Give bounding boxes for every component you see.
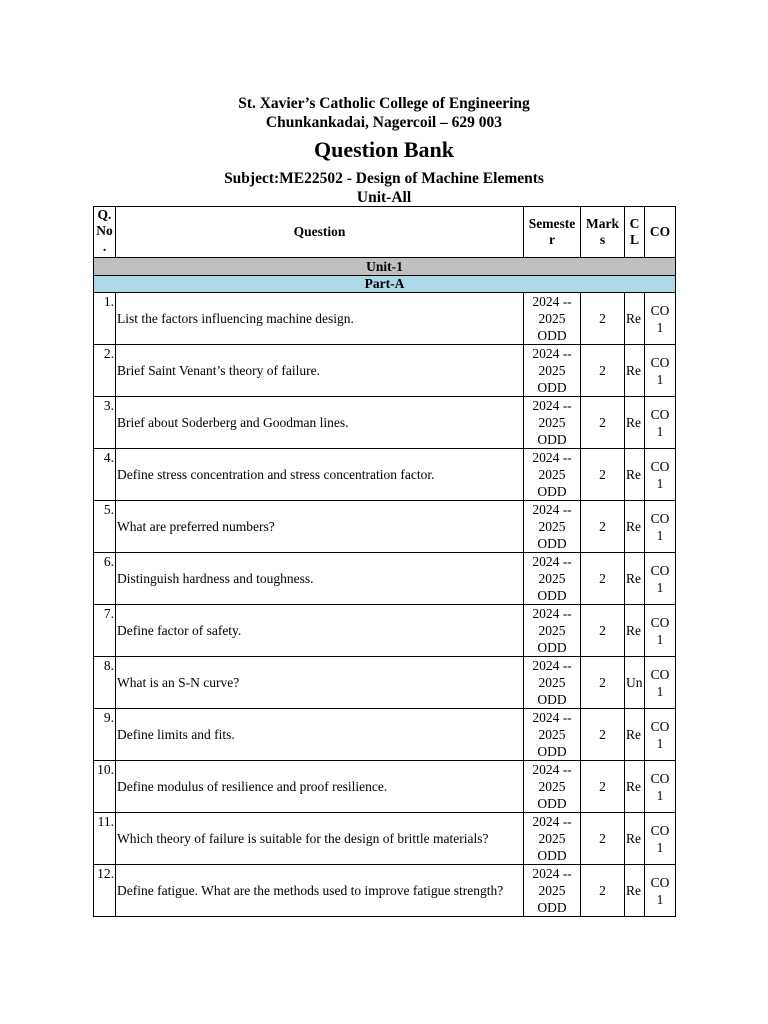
col-header-semester: Semeste r [524,207,581,258]
marks-cell: 2 [581,345,625,397]
marks-cell: 2 [581,605,625,657]
document-title: Question Bank [314,137,454,162]
cognitive-level-cell: Re [625,761,645,813]
question-text: List the factors influencing machine design. [116,293,524,345]
question-number: 11. [94,813,116,865]
course-outcome-cell: CO 1 [645,605,676,657]
course-outcome-cell: CO 1 [645,553,676,605]
table-row [94,397,676,449]
course-outcome-cell: CO 1 [645,397,676,449]
college-address: Chunkankadai, Nagercoil – 629 003 [265,114,503,131]
semester-cell: 2024 -- 2025 ODD [524,501,581,553]
table-row [94,605,676,657]
col-header-cl: C L [625,207,645,258]
course-outcome-cell: CO 1 [645,865,676,917]
semester-cell: 2024 -- 2025 ODD [524,813,581,865]
course-outcome-cell: CO 1 [645,657,676,709]
question-text: What is an S-N curve? [116,657,524,709]
col-header-qno: Q. No . [94,207,116,258]
semester-cell: 2024 -- 2025 ODD [524,761,581,813]
table-row [94,761,676,813]
table-row [94,345,676,397]
course-outcome-cell: CO 1 [645,501,676,553]
unit-label: Unit-1 [94,258,676,276]
marks-cell: 2 [581,449,625,501]
course-outcome-cell: CO 1 [645,813,676,865]
question-text: Which theory of failure is suitable for the design of brittle materials? [116,813,524,865]
semester-cell: 2024 -- 2025 ODD [524,293,581,345]
question-number: 1. [94,293,116,345]
question-text: Brief about Soderberg and Goodman lines. [116,397,524,449]
marks-cell: 2 [581,709,625,761]
cognitive-level-cell: Re [625,345,645,397]
table-row [94,657,676,709]
marks-cell: 2 [581,865,625,917]
semester-cell: 2024 -- 2025 ODD [524,345,581,397]
course-outcome-cell: CO 1 [645,761,676,813]
question-text: Distinguish hardness and toughness. [116,553,524,605]
table-row [94,449,676,501]
question-number: 8. [94,657,116,709]
question-number: 12. [94,865,116,917]
table-row [94,813,676,865]
unit-title: Unit-All [356,189,412,206]
semester-cell: 2024 -- 2025 ODD [524,709,581,761]
semester-cell: 2024 -- 2025 ODD [524,397,581,449]
question-number: 6. [94,553,116,605]
semester-cell: 2024 -- 2025 ODD [524,605,581,657]
question-text: Define factor of safety. [116,605,524,657]
cognitive-level-cell: Re [625,397,645,449]
table-row [94,293,676,345]
cognitive-level-cell: Re [625,605,645,657]
question-text: Define modulus of resilience and proof resilience. [116,761,524,813]
course-outcome-cell: CO 1 [645,345,676,397]
question-text: What are preferred numbers? [116,501,524,553]
table-row [94,501,676,553]
cognitive-level-cell: Re [625,865,645,917]
question-text: Brief Saint Venant’s theory of failure. [116,345,524,397]
course-outcome-cell: CO 1 [645,449,676,501]
semester-cell: 2024 -- 2025 ODD [524,449,581,501]
table-row [94,709,676,761]
col-header-marks: Mark s [581,207,625,258]
table-header-row [94,207,676,258]
question-number: 5. [94,501,116,553]
marks-cell: 2 [581,293,625,345]
cognitive-level-cell: Re [625,293,645,345]
marks-cell: 2 [581,397,625,449]
question-table [93,206,676,917]
cognitive-level-cell: Re [625,449,645,501]
marks-cell: 2 [581,813,625,865]
cognitive-level-cell: Re [625,813,645,865]
college-name: St. Xavier’s Catholic College of Engineering [238,95,530,112]
cognitive-level-cell: Re [625,709,645,761]
marks-cell: 2 [581,657,625,709]
semester-cell: 2024 -- 2025 ODD [524,553,581,605]
course-outcome-cell: CO 1 [645,293,676,345]
question-text: Define limits and fits. [116,709,524,761]
question-number: 4. [94,449,116,501]
course-outcome-cell: CO 1 [645,709,676,761]
cognitive-level-cell: Re [625,553,645,605]
semester-cell: 2024 -- 2025 ODD [524,865,581,917]
table-row [94,865,676,917]
subject-title: Subject:ME22502 - Design of Machine Elements [224,170,544,187]
semester-cell: 2024 -- 2025 ODD [524,657,581,709]
cognitive-level-cell: Re [625,501,645,553]
cognitive-level-cell: Un [625,657,645,709]
col-header-question: Question [116,207,524,258]
marks-cell: 2 [581,761,625,813]
question-number: 10. [94,761,116,813]
col-header-co: CO [645,207,676,258]
marks-cell: 2 [581,501,625,553]
subject-header [0,169,768,207]
unit-row [94,258,676,276]
marks-cell: 2 [581,553,625,605]
part-row [94,276,676,293]
question-number: 7. [94,605,116,657]
question-number: 9. [94,709,116,761]
question-text: Define stress concentration and stress concentration factor. [116,449,524,501]
question-text: Define fatigue. What are the methods used to improve fatigue strength? [116,865,524,917]
question-number: 2. [94,345,116,397]
table-row [94,553,676,605]
question-number: 3. [94,397,116,449]
part-label: Part-A [94,276,676,293]
college-header [0,94,768,132]
